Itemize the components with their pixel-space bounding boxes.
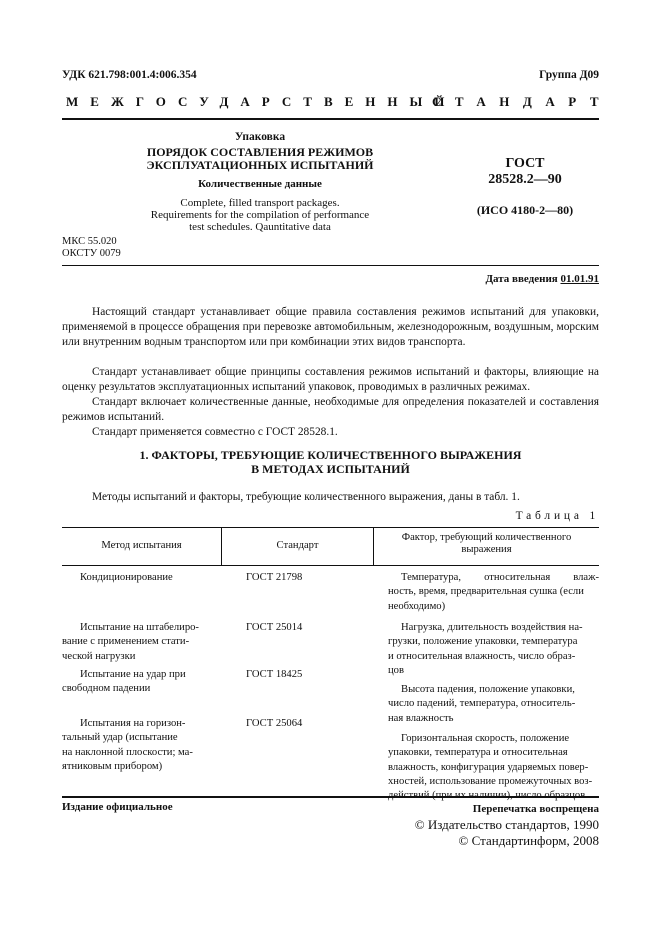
table-row-1-factor-line: Температура, относительная влаж- <box>401 572 599 583</box>
table-header-standard: Стандарт <box>276 540 319 551</box>
iso-reference: (ИСО 4180-2—80) <box>476 203 574 217</box>
table-row-2-factor <box>388 621 599 678</box>
subtitle: Количественные данные <box>198 178 322 190</box>
table-row-3-method-line: свободном падении <box>62 683 151 695</box>
paragraph-related-standard: Стандарт применяется совместно с ГОСТ 28528.1. <box>92 426 338 438</box>
standard-type-word1: МЕЖГОСУДАРСТВЕННЫЙ <box>66 94 457 109</box>
copyright-standartinform: © Стандартинформ, 2008 <box>458 833 599 848</box>
footer-rule <box>62 796 599 798</box>
paragraph-quantitative: Стандарт включает количественные данные, необходимые для определения показателей и составления режимов испытаний. <box>62 396 599 423</box>
title-rule <box>62 265 599 266</box>
paragraph-principles: Стандарт устанавливает общие принципы составления режимов испытаний и факторы, влияющие на оценку результатов эксплуатационных испытаний упаковок, проводимых в различных режимах. <box>62 366 599 393</box>
table-row-3-standard: ГОСТ 18425 <box>246 669 303 680</box>
copyright-publisher: © Издательство стандартов, 1990 <box>414 817 599 832</box>
gost-number: 28528.2—90 <box>488 172 562 187</box>
standard-type-word2: СТАНДАРТ <box>431 94 612 109</box>
table-row-4-method-line: на наклонной плоскости; ма- <box>62 746 193 758</box>
table-row-2-method <box>62 621 221 664</box>
table-row-1-factor-line: необходимо) <box>388 600 446 612</box>
table-row-2-factor-line: грузки, положение упаковки, температура <box>388 636 578 648</box>
reprint-notice: Перепечатка воспрещена <box>472 803 599 815</box>
table-row-4-method-line: Испытания на горизон- <box>80 718 186 729</box>
table-row-4-method <box>62 717 221 774</box>
category: Упаковка <box>234 131 286 143</box>
gost-label: ГОСТ <box>505 156 545 171</box>
table-header-factor <box>374 532 599 556</box>
table-row-2-method-line: Испытание на штабелиро- <box>80 622 199 633</box>
english-title-line-1: Complete, filled transport packages. <box>180 197 340 209</box>
table-row-4-standard: ГОСТ 25064 <box>246 718 303 729</box>
table-row-3-factor-line: число падений, температура, относитель- <box>388 698 576 710</box>
table-top-rule <box>62 527 599 528</box>
table-row-2-factor-line: Нагрузка, длительность воздействия на- <box>401 622 583 633</box>
table-header-factor-line-1: Фактор, требующий количественного <box>401 532 572 543</box>
table-row-1-factor-line: ность, время, предварительная сушка (если <box>388 586 584 598</box>
table-row-3-method <box>62 668 221 697</box>
table-row-1-method-line: Кондиционирование <box>80 572 173 583</box>
introduction-date-value: 01.01.91 <box>560 273 599 285</box>
table-row-3-method-line: Испытание на удар при <box>80 669 186 680</box>
paragraph-scope: Настоящий стандарт устанавливает общие правила составления режимов испытаний для упаковки, применяемой в процессе обращения при перевозке автомобильным, железнодорожным, воздушным, морским или внутренним водным транспортом или при комбинации этих видов транспорта. <box>62 306 599 348</box>
table-row-3-factor <box>388 683 599 726</box>
title-block <box>100 130 420 233</box>
table-row-4-method-line: ятниковым прибором) <box>62 760 163 772</box>
udk-code: УДК 621.798:001.4:006.354 <box>62 69 197 81</box>
table-row-4-method-line: тальный удар (испытание <box>62 732 178 744</box>
english-title-line-3: test schedules. Qauntitative data <box>189 221 331 233</box>
table-row-4-factor-line: Горизонтальная скорость, положение <box>401 733 570 744</box>
table-row-4-factor-line: упаковки, температура и относительная <box>388 747 568 759</box>
table-row-2-factor-line: цов <box>388 664 404 676</box>
classification <box>62 236 121 260</box>
table-row-2-method-line: вание с применением стати- <box>62 636 190 648</box>
introduction-date-label: Дата введения <box>485 273 558 285</box>
title-line-1: ПОРЯДОК СОСТАВЛЕНИЯ РЕЖИМОВ <box>146 145 374 159</box>
table-row-2-method-line: ческой нагрузки <box>62 650 136 662</box>
table-header-factor-line-2: выражения <box>461 544 512 555</box>
introduction-date <box>485 273 599 285</box>
table-row-1-factor <box>388 571 599 614</box>
table-row-1-method <box>80 571 221 585</box>
table-row-2-factor-line: и относительная влажность, число образ- <box>388 650 576 662</box>
table-row-3-factor-line: ная влажность <box>388 712 454 724</box>
official-edition: Издание официальное <box>62 801 173 813</box>
table-row-2-standard: ГОСТ 25014 <box>246 622 303 633</box>
mks-code: МКС 55.020 <box>62 236 117 247</box>
section-intro: Методы испытаний и факторы, требующие количественного выражения, даны в табл. 1. <box>92 491 520 503</box>
english-title-line-2: Requirements for the compilation of performance <box>150 209 370 221</box>
table-row-3-factor-line: Высота падения, положение упаковки, <box>401 684 575 695</box>
section-heading-line-1: 1. ФАКТОРЫ, ТРЕБУЮЩИЕ КОЛИЧЕСТВЕННОГО ВЫРАЖЕНИЯ <box>139 448 522 462</box>
table-header-rule <box>62 565 599 566</box>
group-code: Группа Д09 <box>539 69 599 81</box>
header-rule <box>62 118 599 120</box>
table-row-4-factor <box>388 732 599 803</box>
table-row-4-factor-line: хностей, использование промежуточных воз- <box>388 775 593 787</box>
okstu-code: ОКСТУ 0079 <box>62 248 121 259</box>
table-row-1-standard: ГОСТ 21798 <box>246 572 303 583</box>
footer-right <box>415 801 599 849</box>
table-row-4-factor-line: влажность, конфигурация ударяемых повер- <box>388 761 589 773</box>
section-heading <box>62 448 599 476</box>
table-header-method: Метод испытания <box>101 540 182 551</box>
gost-designation <box>450 156 600 188</box>
table-caption: Таблица 1 <box>515 510 599 522</box>
title-line-2: ЭКСПЛУАТАЦИОННЫХ ИСПЫТАНИЙ <box>146 158 374 172</box>
section-heading-line-2: В МЕТОДАХ ИСПЫТАНИЙ <box>251 462 410 476</box>
